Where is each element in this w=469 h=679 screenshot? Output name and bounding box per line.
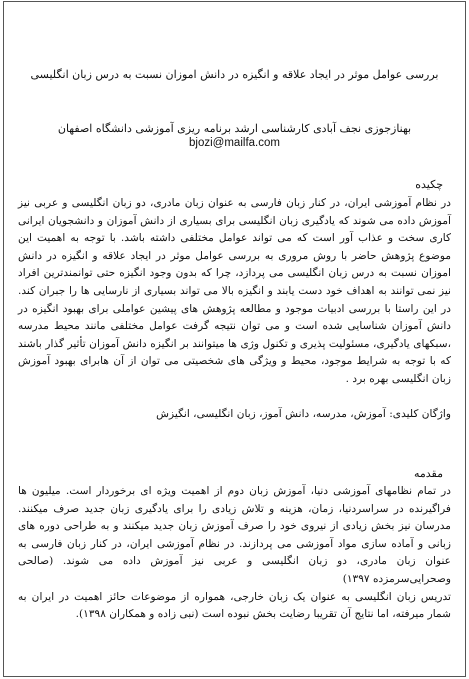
intro-paragraph-1: در تمام نظامهای آموزشی دنیا، آموزش زبان دوم از اهمیت ویژه ای برخوردار است. میلیون ها فراگیرنده در سراسردنیا، زمان، هزینه و تلاش زیادی را برای یادگیری زبان جدید صرف میکنند. مدرسان نیز بخش زیادی از نیروی خود را صرف آموزش زبان جدید میکنند و به طراحی دوره های زبانی و آماده سازی مواد آموزشی می پردازند. در نظام آموزشی ایران، در کنار زبان فارسی به عنوان زبان مادری، دو زبان انگلیسی و عربی نیز آموزش داده می شوند. (صالحی وصحرایی‌سرمزده ۱۳۹۷)	[18, 485, 451, 585]
intro-section	[18, 483, 451, 624]
paper-title: بررسی عوامل موثر در ایجاد علاقه و انگیزه در دانش اموزان نسبت به درس زبان انگلیسی	[30, 68, 439, 81]
intro-heading: مقدمه	[413, 467, 443, 480]
abstract-heading: چکیده	[415, 178, 443, 191]
document-page	[3, 1, 466, 677]
author-email[interactable]: bjozi@mailfa.com	[189, 137, 280, 149]
abstract-paragraph: در نظام آموزشی ایران، در کنار زبان فارسی به عنوان زبان مادری، دو زبان انگلیسی و عربی نیز آموزش داده می شوند که یادگیری زبان انگلیسی برای بسیاری از دانش آموزان و دانشجویان ایرانی کاری سخت و عذاب آور است که می تواند عوامل مختلفی داشته باشد. با توجه به اهمیت این موضوع پژوهش حاضر با روش مروری به بررسی عوامل موثر در ایجاد علاقه و انگیزه در دانش اموزان نسبت به درس زبان انگلیسی می پردازد، چرا که بدون وجود انگیزه حتی توانمندترین افراد نیز نمی توانند به اهداف خود دست یابند و انگیزه بالا می تواند بسیاری از نارسایی ها را جبران کند. در این راستا با بررسی ادبیات موجود و مطالعه پژوهش های پیشین عواملی برای بهبود انگیزه در دانش آموزان شناسایی شده است و می توان نتیجه گرفت عوامل مختلفی مانند محیط مدرسه ،سبکهای یادگیری، مسئولیت پذیری و تکنول وژی ها میتوانند بر انگیزه دانش آموزان تأثیر گذار باشند که با توجه به شرایط موجود، محیط و ویژگی های شخصیتی می توان از آن هابرای بهبود آموزش زبان انگلیسی بهره برد .	[18, 197, 451, 385]
author-line: بهنازجوزی نجف آبادی کارشناسی ارشد برنامه ریزی آموزشی دانشگاه اصفهان	[57, 122, 412, 135]
keywords-line: واژگان کلیدی: آموزش، مدرسه، دانش آموز، زبان انگلیسی، انگیزش	[156, 408, 451, 420]
intro-paragraph-2: تدریس زبان انگلیسی به عنوان یک زبان خارجی، همواره از موضوعات حائز اهمیت در ایران به شمار میرفته، اما نتایج آن تقریبا رضایت بخش نبوده است (نبی زاده و همکاران ۱۳۹۸).	[18, 590, 451, 621]
